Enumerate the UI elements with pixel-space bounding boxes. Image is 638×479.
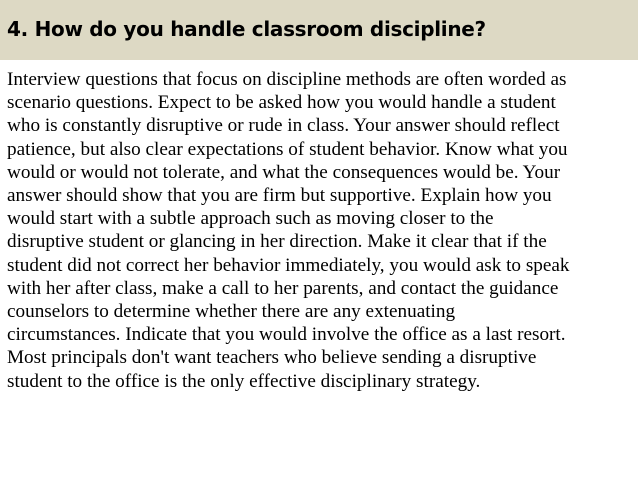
- paragraph-line: answer should show that you are firm but supportive. Explain how you: [7, 185, 552, 207]
- paragraph-line: disruptive student or glancing in her direction. Make it clear that if the: [7, 231, 547, 253]
- paragraph-line: would start with a subtle approach such as moving closer to the: [7, 208, 494, 230]
- paragraph-line: student to the office is the only effective disciplinary strategy.: [7, 370, 481, 392]
- paragraph-line: Interview questions that focus on discipline methods are often worded as: [7, 69, 567, 90]
- paragraph-line: scenario questions. Expect to be asked how you would handle a student: [7, 92, 556, 114]
- paragraph-line: counselors to determine whether there are any extenuating: [7, 301, 456, 323]
- paragraph-line: with her after class, make a call to her parents, and contact the guidance: [7, 277, 559, 299]
- paragraph-line: would or would not tolerate, and what the consequences would be. Your: [7, 161, 561, 183]
- paragraph-line: who is constantly disruptive or rude in class. Your answer should reflect: [7, 115, 560, 137]
- paragraph-line: student did not correct her behavior immediately, you would ask to speak: [7, 254, 570, 276]
- paragraph-line: circumstances. Indicate that you would involve the office as a last resort.: [7, 324, 566, 346]
- body-paragraph: [7, 68, 631, 393]
- paragraph-line: patience, but also clear expectations of student behavior. Know what you: [7, 138, 568, 160]
- paragraph-line: Most principals don't want teachers who believe sending a disruptive: [7, 347, 537, 369]
- title-bar: [0, 0, 638, 60]
- slide-title: 4. How do you handle classroom discipline?: [7, 17, 486, 41]
